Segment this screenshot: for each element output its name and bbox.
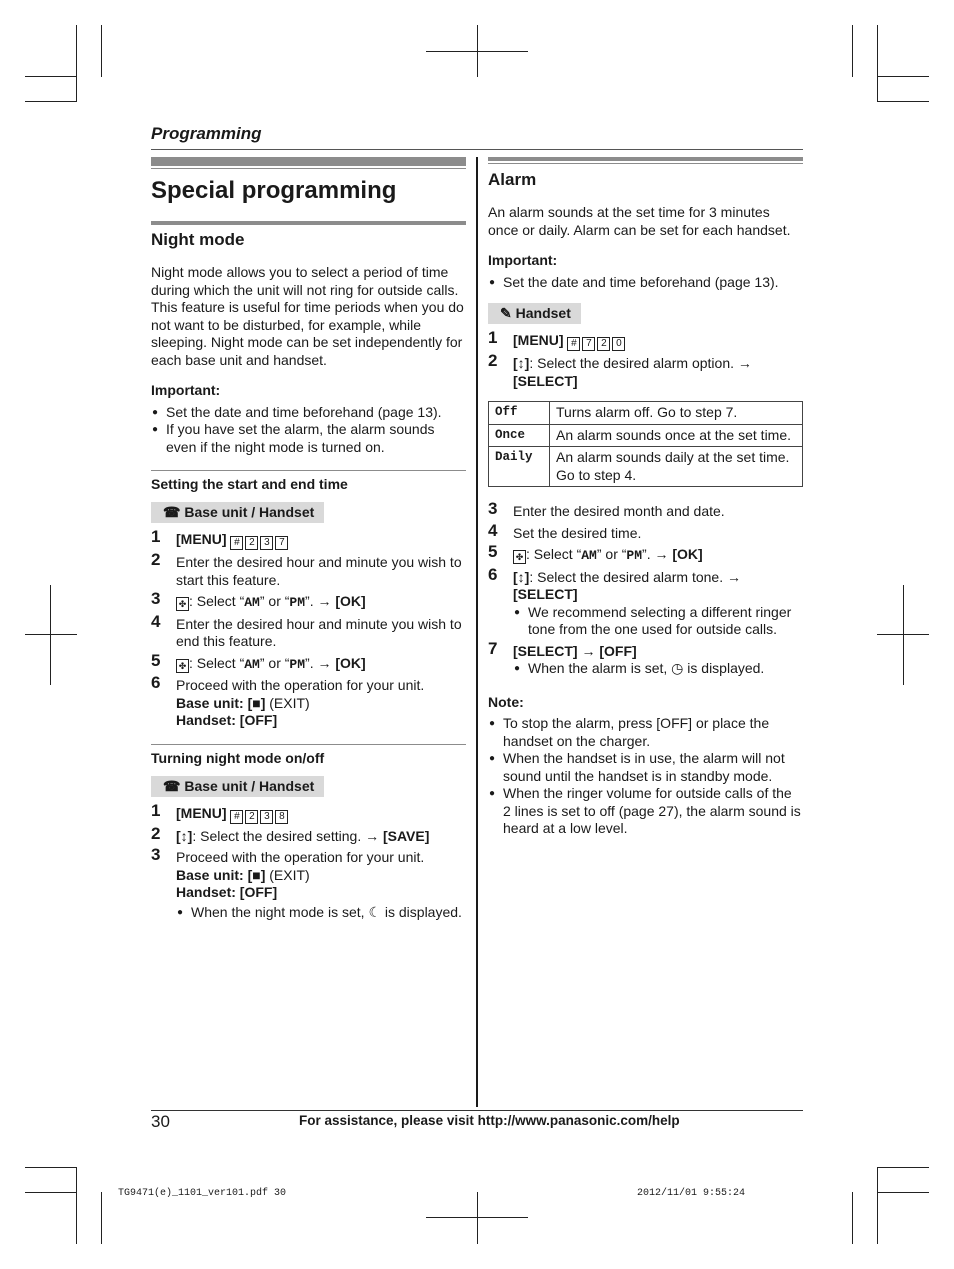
- handset-instruction: [176, 712, 466, 730]
- step-number: 3: [151, 589, 161, 608]
- step-number: 1: [151, 527, 161, 546]
- step-number: 3: [488, 499, 498, 518]
- option-code: Once: [489, 424, 550, 447]
- alarm-clock-icon: ◷: [671, 660, 684, 676]
- key-digit: 2: [597, 337, 610, 351]
- option-desc: An alarm sounds once at the set time.: [550, 424, 803, 447]
- list-item: ● If you have set the alarm, the alarm sounds even if the night mode is turned on.: [151, 421, 466, 456]
- step-text: ”. →: [305, 593, 336, 609]
- step-number: 5: [488, 542, 498, 561]
- step-6: [151, 673, 466, 730]
- key-digit: 2: [245, 536, 258, 550]
- note-text: is displayed.: [687, 660, 765, 676]
- step-1: [151, 800, 466, 824]
- badge-label: Handset: [515, 305, 571, 321]
- step-text: Enter the desired month and date.: [513, 503, 725, 519]
- base-unit-label: Base unit:: [176, 694, 244, 711]
- step-number: 4: [488, 520, 498, 540]
- night-mode-heading: Night mode: [151, 230, 245, 249]
- step-2: [151, 550, 466, 589]
- handset-icon: ✎: [500, 305, 512, 321]
- am-label: AM: [581, 548, 597, 563]
- device-badge: [488, 303, 581, 324]
- base-unit-instruction: [176, 867, 466, 885]
- step-7: [488, 638, 803, 678]
- step-text: ” or “: [259, 593, 290, 609]
- pm-label: PM: [289, 595, 306, 610]
- page-number: 30: [151, 1112, 170, 1131]
- title-band: [488, 157, 803, 161]
- step-number: 4: [151, 611, 161, 631]
- step-3: [151, 845, 466, 921]
- exit-text: (EXIT): [269, 866, 310, 883]
- select-key: [SELECT]: [513, 372, 578, 389]
- menu-key: [MENU]: [176, 804, 227, 821]
- column-separator: [476, 157, 478, 1107]
- step-text: Proceed with the operation for your unit.: [176, 849, 425, 865]
- handset-label: Handset:: [176, 712, 236, 728]
- key-digit: 7: [582, 337, 595, 351]
- pm-label: PM: [626, 548, 643, 563]
- step-1: [151, 527, 466, 550]
- stop-key: [■]: [247, 866, 266, 883]
- off-key: [OFF]: [239, 884, 278, 900]
- select-key: [SELECT]: [513, 586, 578, 602]
- stop-key: [■]: [247, 694, 266, 711]
- step-number: 7: [488, 638, 498, 658]
- device-badge: [151, 502, 324, 523]
- step-number: 2: [151, 823, 161, 843]
- step-3: [151, 589, 466, 612]
- key-digit: 7: [275, 536, 288, 550]
- step-number: 5: [151, 650, 161, 670]
- list-item: ● Set the date and time beforehand (page 13).: [488, 274, 803, 292]
- off-key: [OFF]: [599, 642, 637, 659]
- key-digit: 3: [260, 536, 273, 550]
- step-text: ” or “: [596, 546, 627, 562]
- page-title: Special programming: [151, 177, 397, 204]
- subtitle-rule: [151, 221, 466, 225]
- table-row: [489, 402, 803, 425]
- step-4: [151, 611, 466, 651]
- key-digit: #: [567, 337, 580, 351]
- ok-key: [OK]: [672, 546, 703, 562]
- step-text: Set the desired time.: [513, 524, 642, 541]
- step-number: 6: [151, 673, 161, 692]
- alarm-intro: An alarm sounds at the set time for 3 minutes once or daily. Alarm can be set for each handset.: [488, 204, 791, 238]
- step-number: 1: [488, 328, 498, 347]
- exit-text: (EXIT): [269, 694, 310, 711]
- right-column: [488, 157, 803, 838]
- badge-label: Base unit / Handset: [184, 777, 315, 794]
- title-band: [151, 157, 466, 166]
- option-desc: Turns alarm off. Go to step 7.: [550, 402, 803, 425]
- badge-label: Base unit / Handset: [184, 504, 315, 520]
- arrow-text: →: [577, 642, 600, 659]
- step-text: ”. →: [305, 654, 336, 671]
- save-key: [SAVE]: [382, 827, 430, 844]
- up-down-key: [↕]: [513, 568, 530, 585]
- note-text: is displayed.: [384, 903, 462, 920]
- menu-key: [MENU]: [513, 332, 564, 348]
- step-text: : Select the desired alarm tone. →: [529, 568, 741, 585]
- key-digit: 8: [275, 810, 288, 824]
- print-slug-file: TG9471(e)_1101_ver101.pdf 30: [118, 1188, 287, 1199]
- step-2: [488, 351, 803, 390]
- select-key: [SELECT]: [513, 642, 578, 659]
- step-number: 2: [151, 550, 161, 569]
- night-mode-intro: Night mode allows you to select a period of time during which the unit will not ring for outside calls. This feature is useful for time periods when you do not want to be disturbed, for example, while sleeping. Night mode can be set independently for each base unit and handset.: [151, 264, 464, 368]
- title-band-thin: [488, 163, 803, 164]
- title-band-thin: [151, 168, 466, 169]
- step-text: ” or “: [259, 654, 290, 671]
- base-unit-label: Base unit:: [176, 866, 244, 883]
- step-5: [151, 650, 466, 674]
- step-text: ”. →: [642, 546, 673, 562]
- step-2: [151, 823, 466, 846]
- option-desc: An alarm sounds daily at the set time. Go to step 4.: [550, 447, 803, 487]
- list-item: ● When the ringer volume for outside calls of the 2 lines is set to off (page 27), the alarm sound is heard at a low level.: [488, 785, 803, 838]
- step-number: 2: [488, 351, 498, 370]
- step-4: [488, 520, 803, 543]
- list-item: ● Set the date and time beforehand (page 13).: [151, 404, 466, 422]
- navigator-key-icon: ✤: [176, 597, 189, 611]
- key-digit: #: [230, 536, 243, 550]
- off-key: [OFF]: [239, 712, 278, 728]
- list-item: [513, 660, 803, 678]
- base-handset-icon: ☎︎: [163, 777, 181, 794]
- section-heading-start-end: Setting the start and end time: [151, 476, 348, 492]
- up-down-key: [↕]: [513, 355, 530, 371]
- step-3: [488, 499, 803, 521]
- step-number: 3: [151, 845, 161, 864]
- key-digit: 3: [260, 810, 273, 824]
- handset-instruction: [176, 884, 466, 902]
- step-text: Proceed with the operation for your unit.: [176, 677, 425, 693]
- section-rule: [151, 744, 466, 745]
- am-label: AM: [244, 595, 260, 610]
- left-column: [151, 157, 466, 921]
- step-6: [488, 564, 803, 639]
- option-code: Daily: [489, 447, 550, 487]
- note-text: When the alarm is set,: [528, 660, 668, 676]
- ok-key: [OK]: [335, 593, 366, 609]
- handset-label: Handset:: [176, 884, 236, 900]
- base-handset-icon: ☎︎: [163, 504, 181, 520]
- step-text: : Select “: [189, 654, 245, 671]
- navigator-key-icon: ✤: [513, 550, 526, 564]
- important-label: Important:: [151, 382, 221, 398]
- pm-label: PM: [289, 656, 306, 672]
- footer-rule: [151, 1110, 803, 1111]
- list-item: ● When the handset is in use, the alarm will not sound until the handset is in standby mode.: [488, 750, 803, 785]
- step-number: 1: [151, 800, 161, 820]
- key-digit: 2: [245, 810, 258, 824]
- header-rule: [151, 149, 803, 150]
- device-badge: [151, 776, 324, 797]
- note-label: Note:: [488, 693, 524, 710]
- step-text: Enter the desired hour and minute you wish to end this feature.: [176, 615, 462, 649]
- step-1: [488, 328, 803, 351]
- option-code: Off: [489, 402, 550, 425]
- ok-key: [OK]: [335, 654, 366, 671]
- table-row: [489, 424, 803, 447]
- list-item: ● To stop the alarm, press [OFF] or place the handset on the charger.: [488, 715, 803, 750]
- help-link-text: For assistance, please visit http://www.panasonic.com/help: [299, 1113, 680, 1128]
- step-text: : Select the desired alarm option. →: [529, 355, 752, 371]
- note-text: When the night mode is set,: [191, 903, 365, 920]
- am-label: AM: [244, 656, 260, 672]
- key-digit: 0: [612, 337, 625, 351]
- alarm-options-table: [488, 401, 803, 487]
- list-item: ● We recommend selecting a different ringer tone from the one used for outside calls.: [513, 604, 803, 639]
- night-mode-icon: ☾: [368, 903, 381, 920]
- base-unit-instruction: [176, 695, 466, 713]
- navigator-key-icon: ✤: [176, 659, 189, 673]
- section-rule: [151, 470, 466, 471]
- print-slug-date: 2012/11/01 9:55:24: [637, 1188, 746, 1199]
- page-section-header: Programming: [151, 124, 262, 143]
- alarm-heading: Alarm: [488, 170, 537, 189]
- key-digit: #: [230, 810, 243, 824]
- step-text: : Select “: [526, 546, 582, 562]
- section-heading-on-off: Turning night mode on/off: [151, 749, 325, 766]
- step-5: [488, 542, 803, 565]
- step-text: : Select the desired setting. →: [192, 827, 383, 844]
- up-down-key: [↕]: [176, 827, 193, 844]
- step-number: 6: [488, 564, 498, 584]
- table-row: [489, 447, 803, 487]
- menu-key: [MENU]: [176, 531, 227, 547]
- list-item: [176, 904, 466, 922]
- important-label: Important:: [488, 252, 558, 268]
- step-text: : Select “: [189, 593, 245, 609]
- step-text: Enter the desired hour and minute you wish to start this feature.: [176, 554, 462, 588]
